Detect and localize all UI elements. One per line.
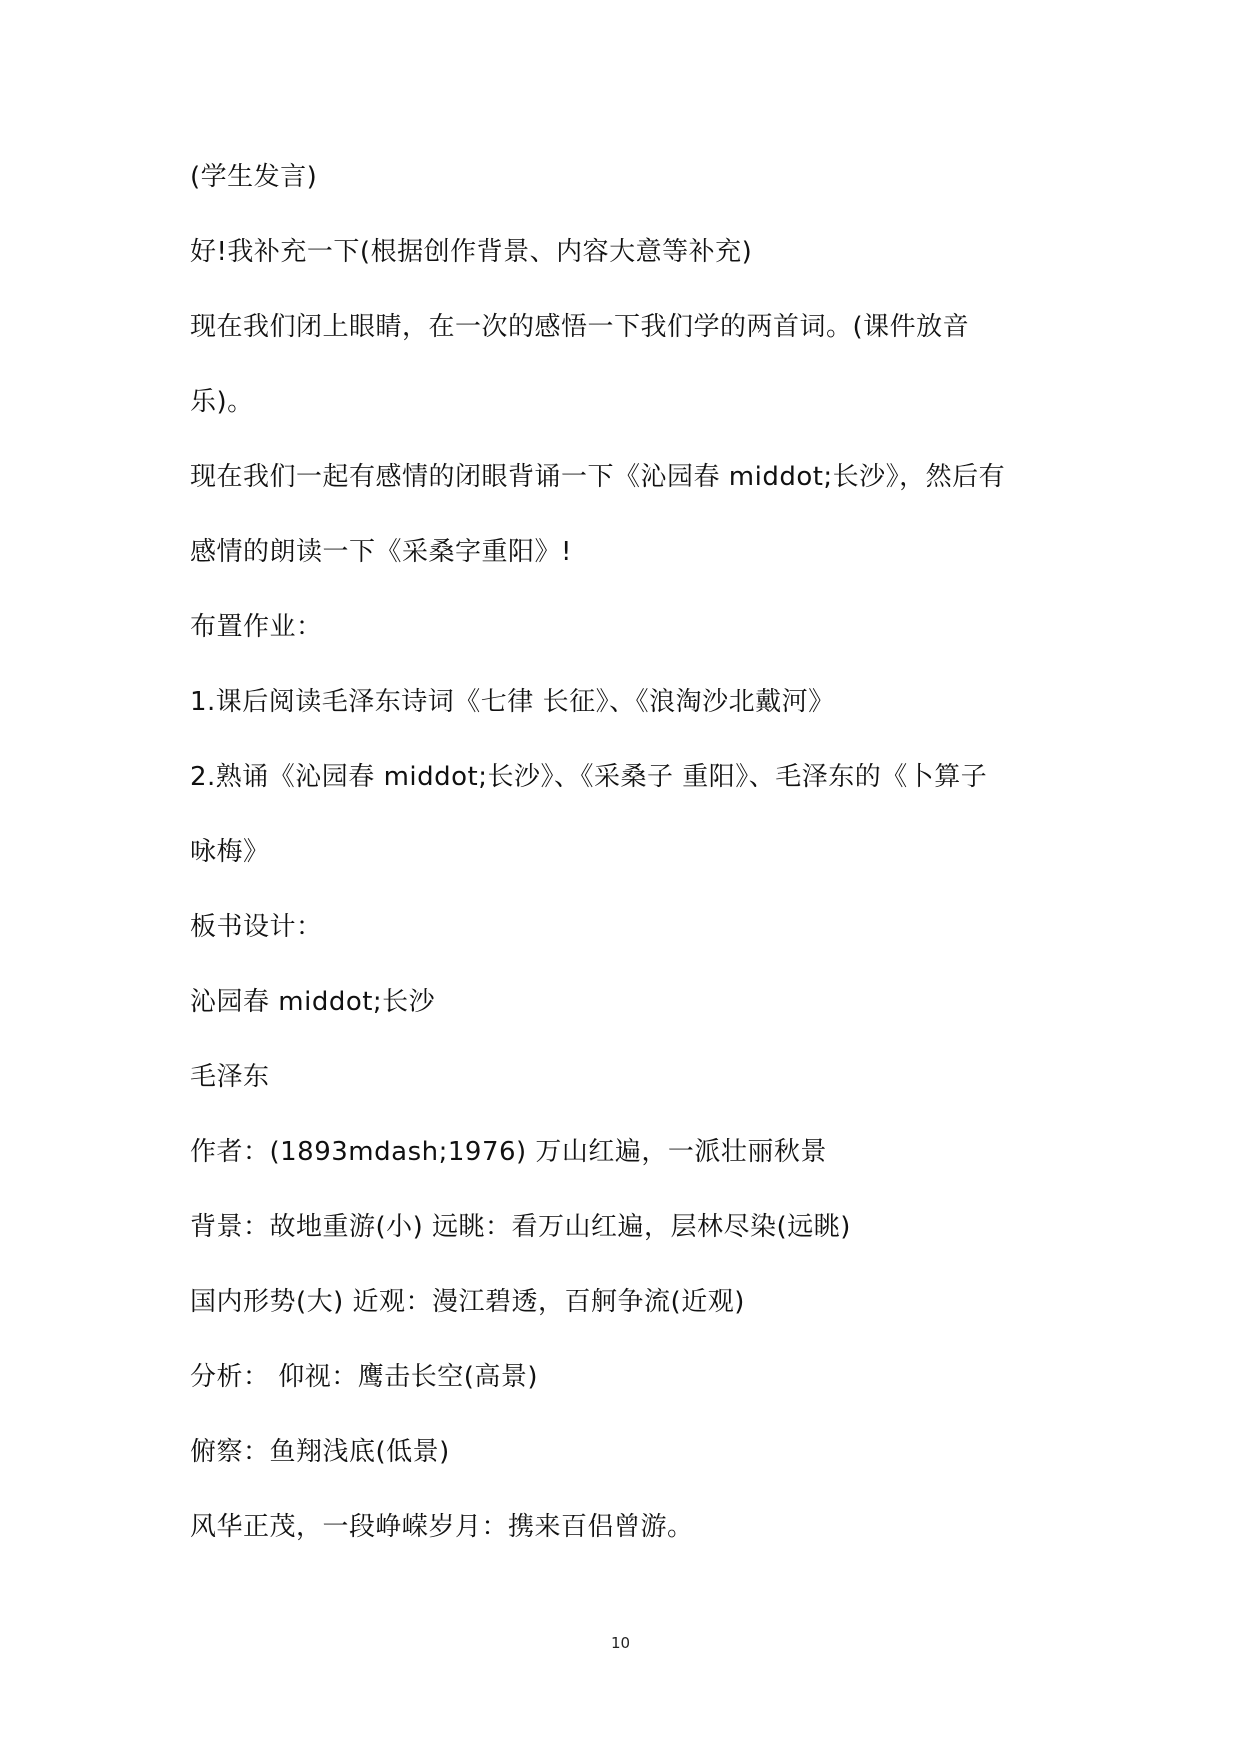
text-line: 风华正茂，一段峥嵘岁月：携来百侣曾游。 (190, 1512, 694, 1542)
text-line: 俯察：鱼翔浅底(低景) (190, 1437, 450, 1467)
text-line: 现在我们闭上眼睛，在一次的感悟一下我们学的两首词。(课件放音 (190, 312, 970, 342)
page-number: 10 (610, 1634, 631, 1652)
text-line: (学生发言) (190, 162, 318, 192)
text-line: 感情的朗读一下《采桑字重阳》! (190, 537, 572, 567)
homework-item-2: 2.熟诵《沁园春 middot;长沙》、《采桑子 重阳》、毛泽东的《卜算子 (190, 762, 988, 792)
text-line: 现在我们一起有感情的闭眼背诵一下《沁园春 middot;长沙》，然后有 (190, 462, 1006, 492)
text-line: 乐)。 (190, 387, 254, 417)
section-heading-board-design: 板书设计： (190, 912, 323, 942)
poem-title: 沁园春 middot;长沙 (190, 987, 436, 1017)
section-heading-homework: 布置作业： (190, 612, 323, 642)
text-line: 作者：(1893mdash;1976) 万山红遍，一派壮丽秋景 (190, 1137, 827, 1167)
text-line: 分析： 仰视：鹰击长空(高景) (190, 1362, 539, 1392)
text-line: 咏梅》 (190, 837, 270, 867)
text-line: 国内形势(大) 近观：漫江碧透，百舸争流(近观) (190, 1287, 745, 1317)
homework-item-1: 1.课后阅读毛泽东诗词《七律 长征》、《浪淘沙北戴河》 (190, 687, 835, 717)
text-line: 背景：故地重游(小) 远眺：看万山红遍，层林尽染(远眺) (190, 1212, 851, 1242)
poem-author: 毛泽东 (190, 1062, 270, 1092)
text-line: 好!我补充一下(根据创作背景、内容大意等补充) (190, 237, 753, 267)
document-body (190, 140, 1070, 1565)
